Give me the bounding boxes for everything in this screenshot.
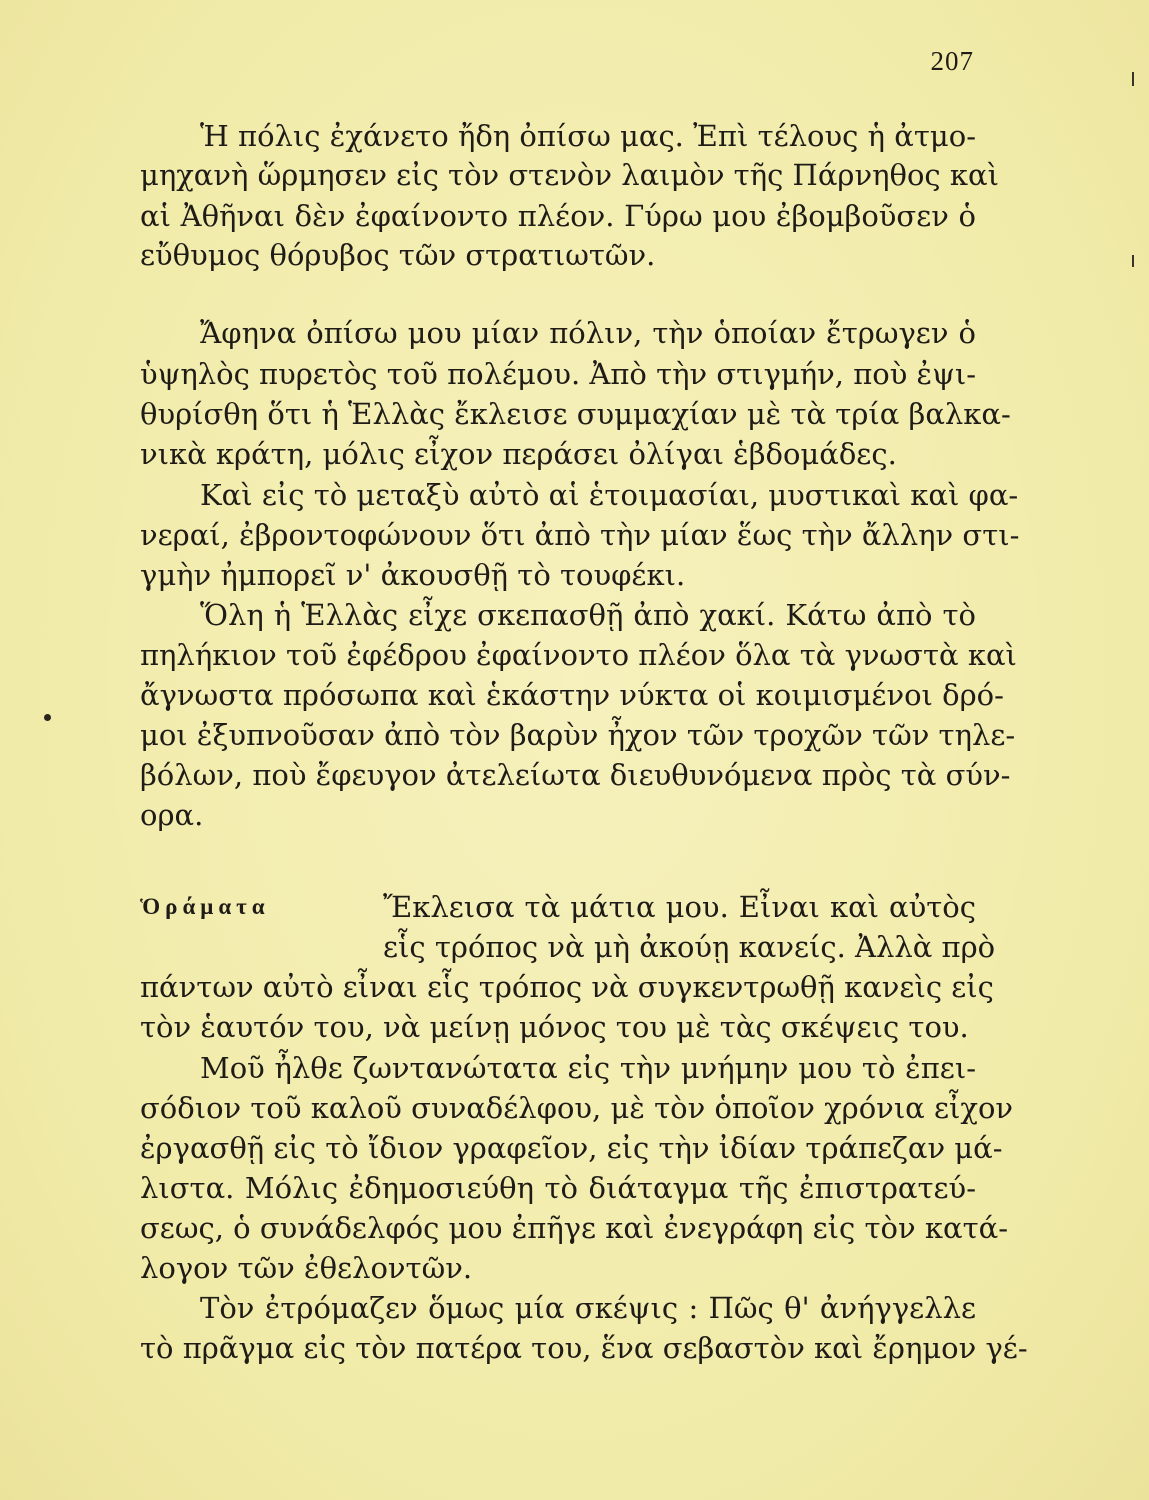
page-number: 207: [930, 46, 974, 76]
text-line: λογον τῶν ἐθελοντῶν.: [140, 1251, 473, 1285]
text-line: ὑψηλὸς πυρετὸς τοῦ πολέμου. Ἀπὸ τὴν στιγμήν, ποὺ ἐψι-: [140, 357, 977, 391]
text-line: ορα.: [140, 798, 204, 832]
text-line: Καὶ εἰς τὸ μεταξὺ αὐτὸ αἱ ἑτοιμασίαι, μυστικαὶ καὶ φα-: [200, 478, 1019, 512]
text-line: μοι ἐξυπνοῦσαν ἀπὸ τὸν βαρὺν ἦχον τῶν τροχῶν τῶν τηλε-: [140, 718, 1016, 752]
side-heading: Ὁράματα: [140, 894, 270, 919]
text-line: σόδιον τοῦ καλοῦ συναδέλφου, μὲ τὸν ὁποῖον χρόνια εἶχον: [140, 1091, 1014, 1125]
text-line: γμὴν ἠμπορεῖ ν' ἀκουσθῇ τὸ τουφέκι.: [140, 558, 686, 592]
text-line: ἄγνωστα πρόσωπα καὶ ἑκάστην νύκτα οἱ κοιμισμένοι δρό-: [140, 678, 1004, 712]
text-line: ἐργασθῇ εἰς τὸ ἴδιον γραφεῖον, εἰς τὴν ἰδίαν τράπεζαν μά-: [140, 1131, 1003, 1165]
text-line: βόλων, ποὺ ἔφευγον ἀτελείωτα διευθυνόμενα πρὸς τὰ σύν-: [140, 758, 1011, 792]
text-line: Ἡ πόλις ἐχάνετο ἤδη ὀπίσω μας. Ἐπὶ τέλους ἡ ἀτμο-: [200, 119, 976, 153]
text-line: αἱ Ἀθῆναι δὲν ἐφαίνοντο πλέον. Γύρω μου ἐβομβοῦσεν ὁ: [140, 199, 976, 233]
text-line: σεως, ὁ συνάδελφός μου ἐπῆγε καὶ ἐνεγράφη εἰς τὸν κατά-: [140, 1211, 1008, 1245]
text-line: λιστα. Μόλις ἐδημοσιεύθη τὸ διάταγμα τῆς ἐπιστρατεύ-: [140, 1171, 976, 1205]
text-line: τὸν ἑαυτόν του, νὰ μείνῃ μόνος του μὲ τὰς σκέψεις του.: [140, 1010, 969, 1044]
text-line: εὔθυμος θόρυβος τῶν στρατιωτῶν.: [140, 238, 656, 272]
text-line: πηλήκιον τοῦ ἐφέδρου ἐφαίνοντο πλέον ὅλα τὰ γνωστὰ καὶ: [140, 638, 1017, 672]
ink-dot: [44, 714, 51, 721]
text-line: θυρίσθη ὅτι ἡ Ἑλλὰς ἔκλεισε συμμαχίαν μὲ τὰ τρία βαλκα-: [140, 397, 1011, 431]
text-line: νικὰ κράτη, μόλις εἶχον περάσει ὀλίγαι ἑβδομάδες.: [140, 437, 897, 471]
text-line: Τὸν ἐτρόμαζεν ὅμως μία σκέψις : Πῶς θ' ἀνήγγελλε: [200, 1291, 976, 1325]
text-line: εἷς τρόπος νὰ μὴ ἀκούῃ κανείς. Ἀλλὰ πρὸ: [383, 930, 996, 964]
margin-tick: [1132, 255, 1134, 267]
text-line: τὸ πρᾶγμα εἰς τὸν πατέρα του, ἕνα σεβαστὸν καὶ ἔρημον γέ-: [140, 1331, 1028, 1365]
text-line: μηχανὴ ὥρμησεν εἰς τὸν στενὸν λαιμὸν τῆς Πάρνηθος καὶ: [140, 158, 999, 192]
text-line: Ἄφηνα ὀπίσω μου μίαν πόλιν, τὴν ὁποίαν ἔτρωγεν ὁ: [200, 316, 976, 350]
text-line: Ὅλη ἡ Ἑλλὰς εἶχε σκεπασθῇ ἀπὸ χακί. Κάτω ἀπὸ τὸ: [200, 598, 976, 632]
text-line: Μοῦ ἦλθε ζωντανώτατα εἰς τὴν μνήμην μου τὸ ἐπει-: [200, 1051, 976, 1085]
text-line: πάντων αὐτὸ εἶναι εἷς τρόπος νὰ συγκεντρωθῇ κανεὶς εἰς: [140, 970, 994, 1004]
text-line: Ἔκλεισα τὰ μάτια μου. Εἶναι καὶ αὐτὸς: [383, 890, 976, 924]
text-line: νεραί, ἐβροντοφώνουν ὅτι ἀπὸ τὴν μίαν ἕως τὴν ἄλλην στι-: [140, 518, 1020, 552]
margin-tick: [1132, 72, 1134, 86]
